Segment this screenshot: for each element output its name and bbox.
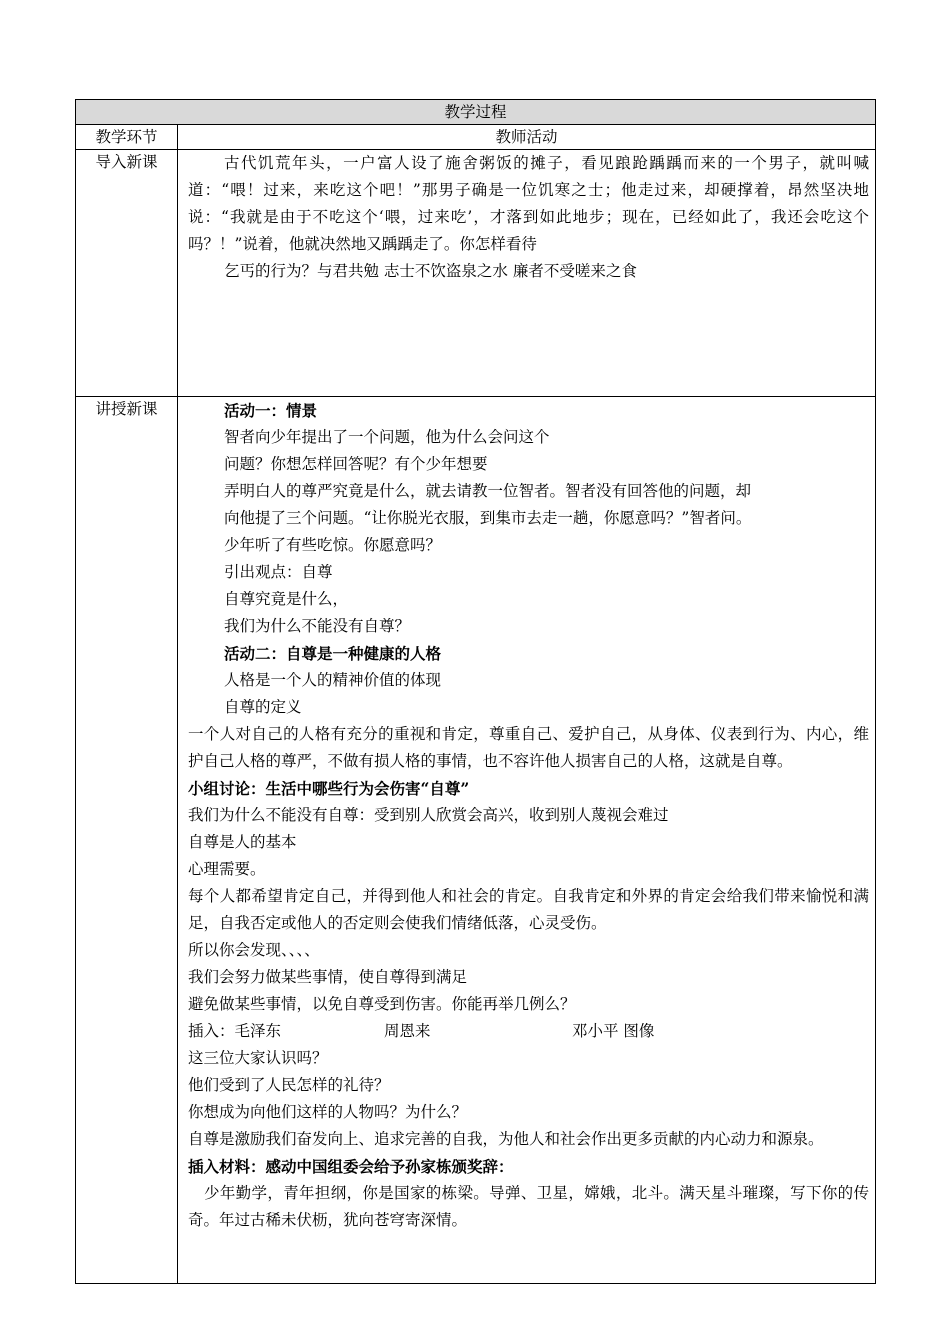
- text-line: 心理需要。: [188, 860, 266, 878]
- column-header-stage: 教学环节: [76, 125, 178, 150]
- stage-label-intro: 导入新课: [76, 150, 178, 397]
- text-line: 他们受到了人民怎样的礼待？: [188, 1076, 390, 1094]
- material-paragraph: 少年勤学，青年担纲，你是国家的栋梁。导弹、卫星，嫦娥，北斗。满天星斗璀璨，写下你的传奇。年过古稀未伏枥，犹向苍穹寄深情。: [188, 1184, 870, 1229]
- insert-zhou: 周恩来: [384, 1022, 431, 1040]
- table-title: 教学过程: [76, 100, 876, 125]
- text-line: 我们为什么不能没有自尊：受到别人欣赏会高兴，收到别人蔑视会难过: [188, 806, 669, 824]
- discussion-heading: 小组讨论：生活中哪些行为会伤害“自尊”: [188, 779, 470, 798]
- intro-activity-cell: [178, 150, 876, 397]
- text-line: 人格是一个人的精神价值的体现: [224, 671, 442, 689]
- lesson-process-table: [75, 99, 876, 1284]
- text-line: 避免做某些事情，以免自尊受到伤害。你能再举几例么？: [188, 995, 576, 1013]
- insert-deng: 邓小平 图像: [572, 1022, 655, 1040]
- text-line: 你想成为向他们这样的人物吗？为什么？: [188, 1103, 468, 1121]
- text-line: 这三位大家认识吗？: [188, 1049, 328, 1067]
- activity-one-heading: 活动一：情景: [224, 401, 318, 420]
- text-line: 引出观点：自尊: [224, 563, 333, 581]
- column-header-activity: 教师活动: [178, 125, 876, 150]
- text-line: 向他提了三个问题。“让你脱光衣服，到集市去走一趟，你愿意吗？”智者问。: [224, 509, 752, 527]
- text-line: 弄明白人的尊严究竟是什么，就去请教一位智者。智者没有回答他的问题，却: [224, 482, 752, 500]
- text-line: 我们为什么不能没有自尊？: [224, 617, 411, 635]
- teach-activity-cell: [178, 397, 876, 1284]
- text-line: 智者向少年提出了一个问题，他为什么会问这个: [224, 428, 550, 446]
- activity-two-heading: 活动二：自尊是一种健康的人格: [224, 644, 442, 663]
- intro-story-paragraph: 古代饥荒年头，一户富人设了施舍粥饭的摊子，看见踉跄踽踽而来的一个男子，就叫喊道：“喂！过来，来吃这个吧！”那男子确是一位饥寒之士；他走过来，却硬撑着，昂然坚决地说：“我就是由于不吃这个‘喂，过来吃’，才落到如此地步；现在，已经如此了，我还会吃这个吗？！”说着，他就决然地又踽踽走了。你怎样看待: [188, 154, 870, 253]
- text-line: 问题？你想怎样回答呢？有个少年想要: [224, 455, 488, 473]
- insert-mao: 插入：毛泽东: [188, 1022, 282, 1040]
- text-line: 自尊是人的基本: [188, 833, 297, 851]
- definition-paragraph: 一个人对自己的人格有充分的重视和肯定，尊重自己、爱护自己，从身体、仪表到行为、内心，维护自己人格的尊严，不做有损人格的事情，也不容许他人损害自己的人格，这就是自尊。: [188, 725, 870, 770]
- text-line: 少年听了有些吃惊。你愿意吗？: [224, 536, 442, 554]
- text-line: 我们会努力做某些事情，使自尊得到满足: [188, 968, 468, 986]
- text-line: 所以你会发现、、、、: [188, 941, 320, 959]
- motive-paragraph: 自尊是激励我们奋发向上、追求完善的自我，为他人和社会作出更多贡献的内心动力和源泉。: [188, 1130, 824, 1148]
- stage-label-teach: 讲授新课: [76, 397, 178, 1284]
- insert-figures-line: [188, 1018, 869, 1045]
- intro-conclusion-paragraph: 乞丐的行为？与君共勉 志士不饮盗泉之水 廉者不受嗟来之食: [224, 262, 637, 280]
- text-line: 自尊究竟是什么，: [224, 590, 349, 608]
- material-heading: 插入材料：感动中国组委会给予孙家栋颁奖辞：: [188, 1157, 514, 1176]
- affirmation-paragraph: 每个人都希望肯定自己，并得到他人和社会的肯定。自我肯定和外界的肯定会给我们带来愉悦和满足，自我否定或他人的否定则会使我们情绪低落，心灵受伤。: [188, 887, 870, 932]
- text-line: 自尊的定义: [224, 698, 302, 716]
